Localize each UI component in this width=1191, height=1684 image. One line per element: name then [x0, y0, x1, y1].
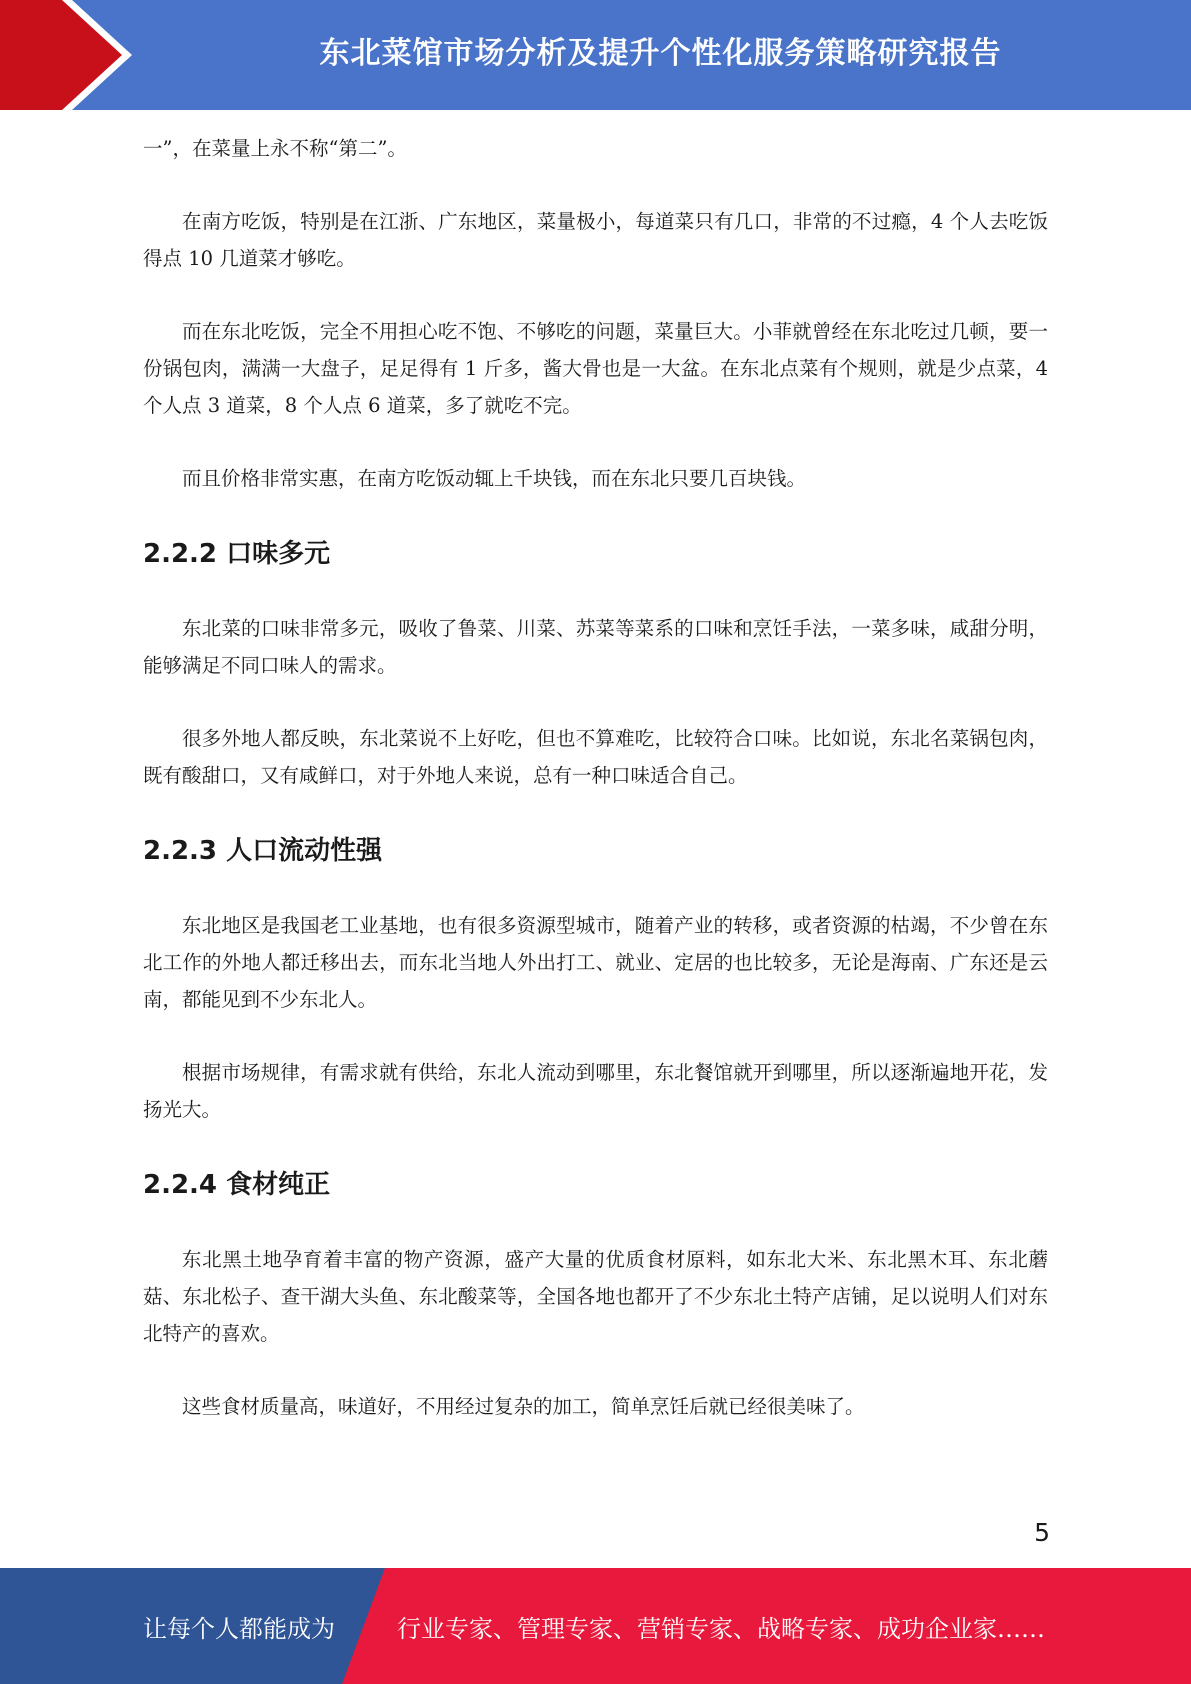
section-heading: 2.2.4 食材纯正 — [143, 1170, 331, 1200]
paragraph: 而且价格非常实惠，在南方吃饭动辄上千块钱，而在东北只要几百块钱。 — [182, 467, 807, 490]
paragraph: 东北黑土地孕育着丰富的物产资源，盛产大量的优质食材原料，如东北大米、东北黑木耳、东北蘑菇、东北松子、查干湖大头鱼、东北酸菜等，全国各地也都开了不少东北土特产店铺，足以说明人们对东北特产的喜欢。 — [143, 1248, 1048, 1345]
page-header — [0, 0, 1191, 110]
section-heading: 2.2.3 人口流动性强 — [143, 836, 383, 866]
paragraph: 一”，在菜量上永不称“第二”。 — [143, 137, 407, 160]
paragraph: 这些食材质量高，味道好，不用经过复杂的加工，简单烹饪后就已经很美味了。 — [182, 1395, 865, 1418]
page-footer — [0, 1568, 1191, 1684]
header-title: 东北菜馆市场分析及提升个性化服务策略研究报告 — [319, 36, 1002, 71]
page-number: 5 — [1034, 1518, 1050, 1547]
paragraph: 东北地区是我国老工业基地，也有很多资源型城市，随着产业的转移，或者资源的枯竭，不少曾在东北工作的外地人都迁移出去，而东北当地人外出打工、就业、定居的也比较多，无论是海南、广东还是云南，都能见到不少东北人。 — [143, 914, 1048, 1011]
paragraph: 根据市场规律，有需求就有供给，东北人流动到哪里，东北餐馆就开到哪里，所以逐渐遍地开花，发扬光大。 — [143, 1061, 1048, 1121]
section-heading: 2.2.2 口味多元 — [143, 539, 331, 569]
document-body — [143, 130, 1048, 1461]
paragraph: 很多外地人都反映，东北菜说不上好吃，但也不算难吃，比较符合口味。比如说，东北名菜锅包肉，既有酸甜口，又有咸鲜口，对于外地人来说，总有一种口味适合自己。 — [143, 727, 1048, 787]
paragraph: 在南方吃饭，特别是在江浙、广东地区，菜量极小，每道菜只有几口，非常的不过瘾，4 个人去吃饭得点 10 几道菜才够吃。 — [143, 210, 1048, 270]
footer-slogan-right: 行业专家、管理专家、营销专家、战略专家、成功企业家…… — [397, 1614, 1045, 1643]
paragraph: 而在东北吃饭，完全不用担心吃不饱、不够吃的问题，菜量巨大。小菲就曾经在东北吃过几顿，要一份锅包肉，满满一大盘子，足足得有 1 斤多，酱大骨也是一大盆。在东北点菜有个规则，就是少点菜，4 个人点 3 道菜，8 个人点 6 道菜，多了就吃不完。 — [143, 320, 1048, 417]
paragraph: 东北菜的口味非常多元，吸收了鲁菜、川菜、苏菜等菜系的口味和烹饪手法，一菜多味，咸甜分明，能够满足不同口味人的需求。 — [143, 617, 1048, 677]
footer-slogan-left: 让每个人都能成为 — [143, 1614, 335, 1643]
